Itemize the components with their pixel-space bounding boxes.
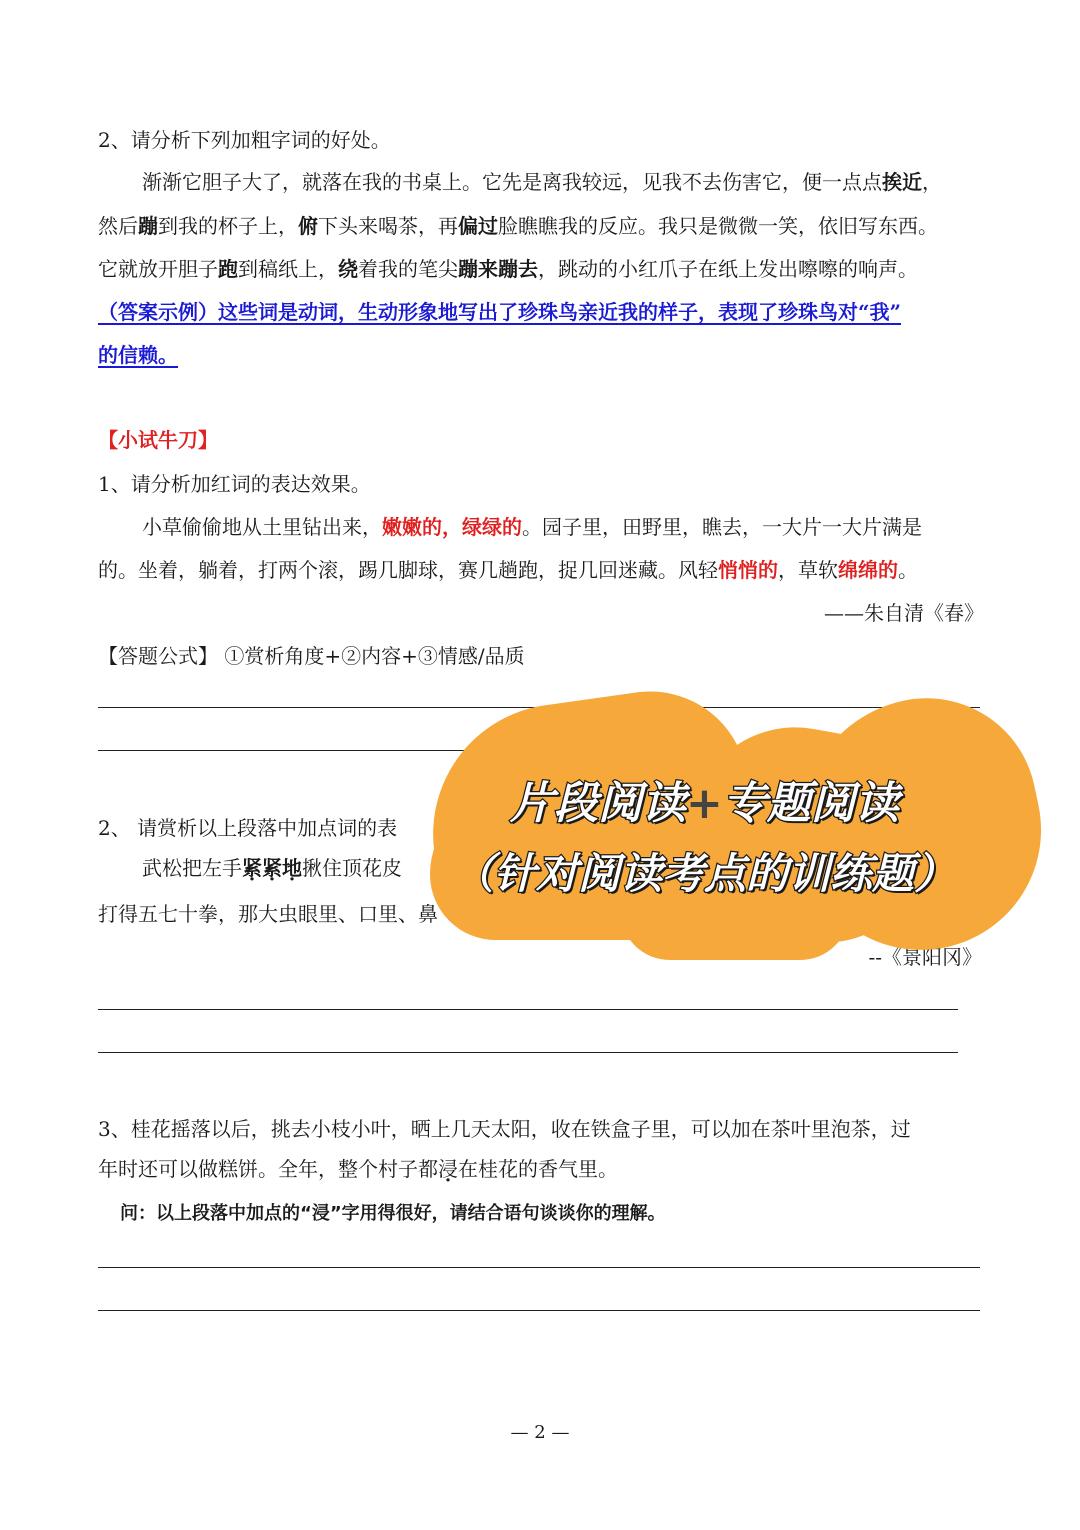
answer-example-line1: （答案示例）这些词是动词，生动形象地写出了珍珠鸟亲近我的样子，表现了珍珠鸟对“我” xyxy=(98,300,902,324)
answer-line[interactable] xyxy=(98,1310,980,1311)
page-number: — 2 — xyxy=(510,1422,570,1443)
passage2-line2: 的。坐着，躺着，打两个滚，踢几脚球，赛几趟跑，捉几回迷藏。风轻悄悄的，草软绵绵的。 xyxy=(98,558,918,582)
answer-line[interactable] xyxy=(98,1009,958,1010)
exercise-2-line2: 打得五七十拳，那大虫眼里、口里、鼻 xyxy=(98,902,438,926)
answer-line[interactable] xyxy=(98,1267,980,1268)
passage2-line1: 小草偷偷地从土里钻出来，嫩嫩的，绿绿的。园子里，田野里，瞧去，一大片一大片满是 xyxy=(142,515,922,539)
overlay-title-line1: 片段阅读+专题阅读 xyxy=(510,778,899,829)
exercise-1-header: 1、请分析加红词的表达效果。 xyxy=(98,472,371,496)
passage2-source: ——朱自清《春》 xyxy=(824,601,984,625)
exercise-3-line2: 年时还可以做糕饼。全年，整个村子都浸在桂花的香气里。 xyxy=(98,1157,618,1181)
exercise-3-line1: 3、桂花摇落以后，挑去小枝小叶，晒上几天太阳，收在铁盒子里，可以加在茶叶里泡茶，过 xyxy=(98,1117,911,1141)
passage1-line2: 然后蹦到我的杯子上，俯下头来喝茶，再偏过脸瞧瞧我的反应。我只是微微一笑，依旧写东西。 xyxy=(98,214,938,238)
exercise-3-question: 问：以上段落中加点的“浸”字用得很好，请结合语句谈谈你的理解。 xyxy=(120,1203,666,1224)
passage1-line1: 渐渐它胆子大了，就落在我的书桌上。它先是离我较远，见我不去伤害它，便一点点挨近， xyxy=(142,170,942,194)
overlay-title-line2: （针对阅读考点的训练题） xyxy=(452,849,957,898)
exercise-2-header: 2、 请赏析以上段落中加点词的表 xyxy=(98,816,398,840)
dotted-word: 紧紧地 xyxy=(242,856,302,880)
exercise-2-source: --《景阳冈》 xyxy=(868,945,982,969)
answer-line[interactable] xyxy=(98,1052,958,1053)
question-2-header: 2、请分析下列加粗字词的好处。 xyxy=(98,128,391,152)
exercise-2-line1: 武松把左手紧紧地揪住顶花皮 xyxy=(142,856,402,880)
answer-example-line2: 的信赖。 xyxy=(98,343,178,367)
answer-formula: 【答题公式】 ①赏析角度+②内容+③情感/品质 xyxy=(98,644,525,668)
passage1-line3: 它就放开胆子跑到稿纸上，绕着我的笔尖蹦来蹦去，跳动的小红爪子在纸上发出嚓嚓的响声。 xyxy=(98,257,918,281)
dotted-word: 浸 xyxy=(438,1157,458,1181)
section-title: 【小试牛刀】 xyxy=(98,428,218,452)
